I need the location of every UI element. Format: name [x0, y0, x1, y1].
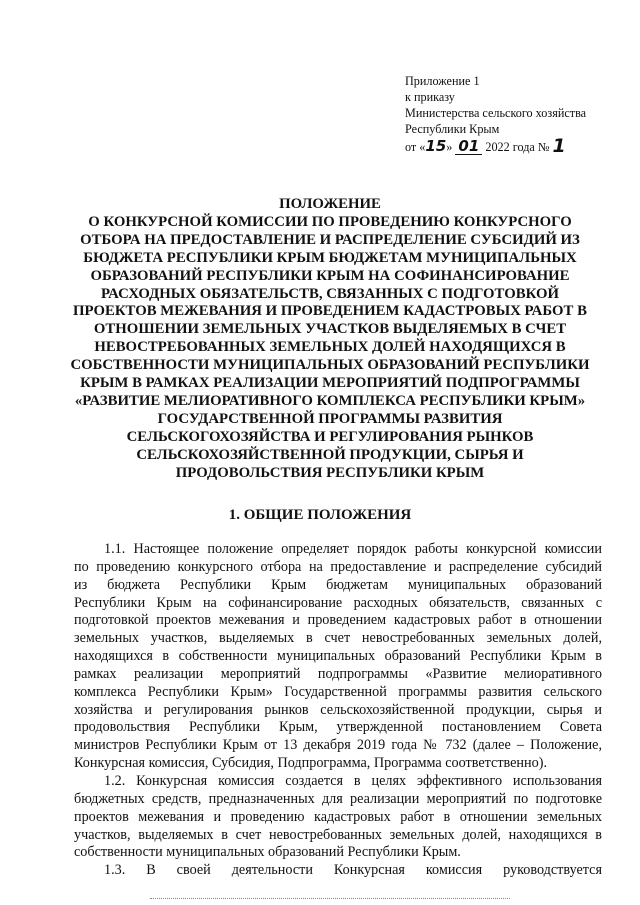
document-title [70, 196, 590, 483]
body-line: бюджетных средств, предназначенных для реализации мероприятий по подготовке [74, 790, 602, 807]
date-prefix: от « [405, 140, 426, 154]
annex-date-line [405, 137, 625, 155]
body-line: Конкурсная комиссия, Субсидия, Подпрограмма, Программа соответственно). [74, 755, 547, 772]
section-heading: 1. ОБЩИЕ ПОЛОЖЕНИЯ [228, 507, 412, 523]
title-line: НЕВОСТРЕБОВАННЫХ ЗЕМЕЛЬНЫХ ДОЛЕЙ НАХОДЯЩИХСЯ В [94, 339, 566, 356]
annex-header [405, 73, 625, 155]
body-line: проектов межевания и проведению кадастровых работ в отношении земельных [74, 808, 602, 825]
body-line: 1.2. Конкурсная комиссия создается в целях эффективного использования [104, 772, 602, 789]
title-line: ПРОЕКТОВ МЕЖЕВАНИЯ И ПРОВЕДЕНИЕМ КАДАСТРОВЫХ РАБОТ В [72, 303, 587, 320]
date-mid: » [446, 140, 456, 154]
title-line: ОБРАЗОВАНИЙ РЕСПУБЛИКИ КРЫМ НА СОФИНАНСИРОВАНИЕ [90, 267, 570, 284]
body-line: рамках реализации мероприятий подпрограммы «Развитие мелиоративного [74, 665, 602, 682]
title-line: СЕЛЬСКОГОХОЗЯЙСТВА И РЕГУЛИРОВАНИЯ РЫНКОВ [126, 428, 534, 445]
body-line: Республики Крым на софинансирование расходных обязательств, связанных с [74, 594, 602, 611]
body-line: хозяйства и регулирования рынков сельскохозяйственной продукции, сырья и [74, 701, 602, 718]
body-line: 1.3. В своей деятельности Конкурсная комиссия руководствуется [104, 862, 602, 879]
title-line: «РАЗВИТИЕ МЕЛИОРАТИВНОГО КОМПЛЕКСА РЕСПУБЛИКИ КРЫМ» [74, 392, 586, 409]
annex-line-4: Республики Крым [405, 122, 500, 136]
title-line: ПРОДОВОЛЬСТВИЯ РЕСПУБЛИКИ КРЫМ [175, 464, 485, 481]
body-line: земельных участков, выделяемых в счет невостребованных земельных долей, [74, 630, 602, 647]
title-line: ОТБОРА НА ПРЕДОСТАВЛЕНИЕ И РАСПРЕДЕЛЕНИЕ СУБСИДИЙ ИЗ [80, 231, 580, 248]
title-line: ПОЛОЖЕНИЕ [279, 196, 381, 212]
annex-line-1: Приложение 1 [405, 74, 480, 88]
handwritten-day: 15 [425, 137, 447, 155]
title-line: О КОНКУРСНОЙ КОМИССИИ ПО ПРОВЕДЕНИЮ КОНКУРСНОГО [88, 213, 572, 230]
body-line: подготовкой проектов межевания и проведением кадастровых работ в отношении [74, 612, 602, 629]
date-suffix: 2022 года № [482, 140, 550, 154]
title-line: КРЫМ В РАМКАХ РЕАЛИЗАЦИИ МЕРОПРИЯТИЙ ПОДПРОГРАММЫ [80, 375, 580, 392]
body-line: 1.1. Настоящее положение определяет порядок работы конкурсной комиссии [104, 541, 602, 557]
body-line: по проведению конкурсного отбора на предоставление и распределение субсидий [74, 558, 602, 575]
page-bottom-edge [150, 898, 510, 900]
body-line: комплекса Республики Крым» Государственной программы развития сельского [74, 683, 602, 700]
title-line: ОТНОШЕНИИ ЗЕМЕЛЬНЫХ УЧАСТКОВ ВЫДЕЛЯЕМЫХ В СЧЕТ [93, 321, 567, 338]
handwritten-month: 01 [455, 138, 482, 155]
body-line: продовольствия Республики Крым, утвержденной постановлением Совета [74, 719, 602, 736]
title-line: СЕЛЬСКОХОЗЯЙСТВЕННОЙ ПРОДУКЦИИ, СЫРЬЯ И [136, 446, 524, 463]
handwritten-number: 1 [552, 135, 566, 157]
body-line: собственности муниципальных образований Республики Крым. [74, 844, 461, 861]
title-line: СОБСТВЕННОСТИ МУНИЦИПАЛЬНЫХ ОБРАЗОВАНИЙ РЕСПУБЛИКИ [70, 357, 590, 374]
title-line: РАСХОДНЫХ ОБЯЗАТЕЛЬСТВ, СВЯЗАННЫХ С ПОДГОТОВКОЙ [101, 285, 559, 302]
body-line: из бюджета Республики Крым бюджетам муниципальных образований [74, 576, 602, 593]
body-line: министров Республики Крым от 13 декабря 2019 года № 732 (далее – Положение, [74, 737, 602, 754]
title-line: ГОСУДАРСТВЕННОЙ ПРОГРАММЫ РАЗВИТИЯ [157, 410, 503, 427]
body-line: находящихся в собственности муниципальных образований Республики Крым в [74, 648, 602, 665]
body-line: участков, выделяемых в счет невостребованных земельных долей, находящихся в [74, 826, 602, 843]
annex-line-2: к приказу [405, 90, 455, 104]
body-text [74, 541, 602, 880]
title-line: БЮДЖЕТА РЕСПУБЛИКИ КРЫМ БЮДЖЕТАМ МУНИЦИПАЛЬНЫХ [83, 249, 577, 266]
annex-line-3: Министерства сельского хозяйства [405, 106, 587, 120]
